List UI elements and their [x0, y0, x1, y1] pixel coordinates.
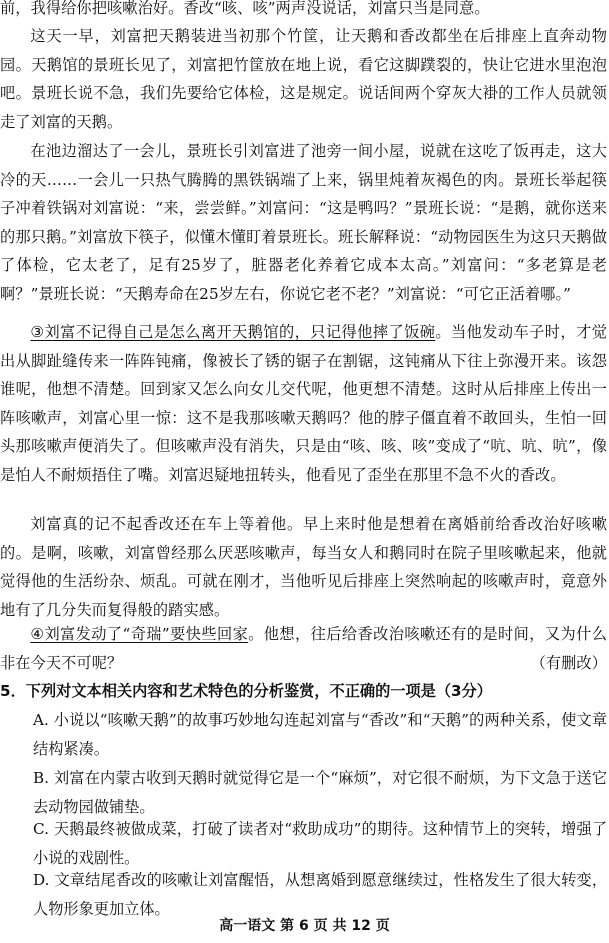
passage-paragraph-4: 刘富真的记不起香改还在车上等着他。早上来时他是想着在离婚前给香改治好咳嗽的。是啊，咳嗽，刘富曾经那么厌恶咳嗽声，每当女人和鹅同时在院子里咳嗽起来，他就觉得他的生活纷杂、烦乱。可就在刚才，当他听见后排座上突然响起的咳嗽声时，竟意外地有了几分失而复得般的踏实感。	[0, 515, 607, 619]
underlined-text-3: 刘富不记得自己是怎么离开天鹅馆的，只记得他摔了饭碗	[44, 323, 436, 341]
underlined-sentence-5	[30, 625, 248, 643]
underlined-text-5: 刘富发动了“奇瑞”要快些回家	[44, 625, 249, 643]
passage-paragraph-3	[0, 318, 607, 490]
option-d	[33, 866, 607, 923]
option-a-text: 小说以“咳嗽天鹅”的故事巧妙地勾连起刘富与“香改”和“天鹅”的两种关系，使文章结构紧凑。	[33, 711, 608, 758]
paragraph-3-rest: 。当他发动车子时，才觉出从脚趾缝传来一阵阵钝痛，像被长了锈的锯子在割锯，这钝痛从下往上弥漫开来。该怨谁呢，他想不清楚。回到家又怎么向女儿交代呢，他更想不清楚。这时从后排座上传出一阵咳嗽声，刘富心里一惊：这不是我那咳嗽天鹅吗？他的脖子僵直着不敢回头，生怕一回头那咳嗽声便消失了。但咳嗽声没有消失，只是由“咳、咳、咳”变成了“吭、吭、吭”，像是怕人不耐烦捂住了嘴。刘富迟疑地扭转头，他看见了歪坐在那里不急不火的香改。	[0, 323, 608, 484]
question-title: 5．下列对文本相关内容和艺术特色的分析鉴赏，不正确的一项是（3分）	[0, 682, 492, 700]
passage-paragraph-0: 前，我得给你把咳嗽治好。香改“咳、咳”两声没说话，刘富只当是同意。	[0, 0, 490, 17]
passage-paragraph-1: 这天一早，刘富把天鹅装进当初那个竹筐，让天鹅和香改都坐在后排座上直奔动物园。天鹅馆的景班长见了，刘富把竹筐放在地上说，看它这脚蹼裂的，快让它进水里泡泡吧。景班长说不急，我们先要给它体检，这是规定。说话间两个穿灰大褂的工作人员就领走了刘富的天鹅。	[0, 27, 607, 131]
option-b-text: 刘富在内蒙古收到天鹅时就觉得它是一个“麻烦”，对它很不耐烦，为下文急于送它去动物园做铺垫。	[33, 769, 608, 816]
option-a	[33, 706, 607, 763]
paragraph-5-rest: 。他想，往后给香改治咳嗽还有的是时间，又为什么非在今天不可呢？	[0, 625, 607, 672]
passage-paragraph-5	[0, 620, 607, 677]
option-a-label: A.	[33, 711, 49, 729]
option-c-text: 天鹅最终被做成菜，打破了读者对“救助成功”的期待。这种情节上的突转，增强了小说的戏剧性。	[33, 820, 608, 867]
option-b-label: B.	[33, 769, 49, 787]
option-d-text: 文章结尾香改的咳嗽让刘富醒悟，从想离婚到愿意继续过，性格发生了很大转变，人物形象更加立体。	[33, 871, 608, 918]
marker-5: ④	[30, 625, 45, 643]
marker-3: ③	[30, 323, 45, 341]
option-c-label: C.	[33, 820, 49, 838]
option-d-label: D.	[33, 871, 50, 889]
source-note: （有删改）	[530, 653, 607, 672]
option-c	[33, 815, 607, 872]
passage-paragraph-2: 在池边溜达了一会儿，景班长引刘富进了池旁一间小屋，说就在这吃了饭再走，这大冷的天……一会儿一只热气腾腾的黑铁锅端了上来，锅里炖着灰褐色的肉。景班长举起筷子冲着铁锅对刘富说：“来，尝尝鲜。”刘富问：“这是鸭吗？”景班长说：“是鹅，就你送来的那只鹅。”刘富放下筷子，似懂木懂盯着景班长。班长解释说：“动物园医生为这只天鹅做了体检，它太老了，足有25岁了，脏器老化养着它成本太高。”刘富问：“多老算是老啊？”景班长说：“天鹅寿命在25岁左右，你说它老不老？”刘富说：“可它正活着哪。”	[0, 142, 607, 303]
option-b	[33, 764, 607, 821]
underlined-sentence-3	[30, 323, 435, 341]
page-footer: 高一语文 第 6 页 共 12 页	[219, 918, 390, 934]
